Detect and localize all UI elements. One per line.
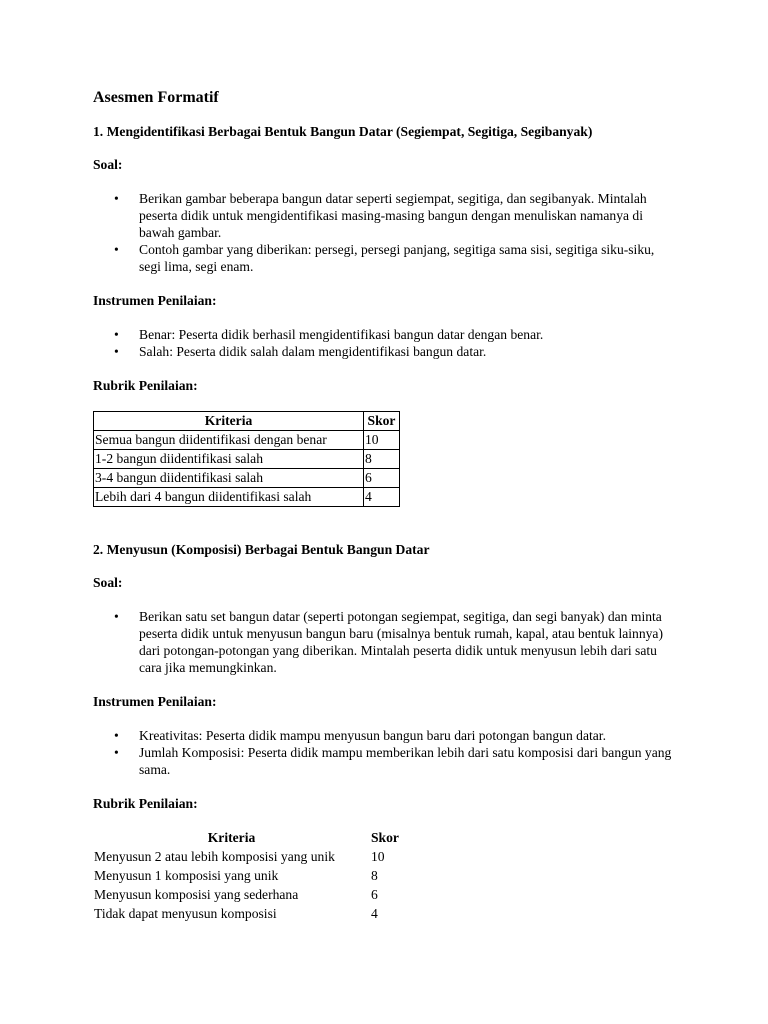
table-row <box>94 488 400 507</box>
list-item: • Benar: Peserta didik berhasil mengidentifikasi bangun datar dengan benar. <box>93 326 673 343</box>
skor-cell: 4 <box>371 906 378 921</box>
table-row <box>94 469 400 488</box>
kriteria-cell: Menyusun komposisi yang sederhana <box>94 887 299 902</box>
section-1-instrumen-label: Instrumen Penilaian: <box>93 293 217 308</box>
table-row <box>94 450 400 469</box>
list-item: • Kreativitas: Peserta didik mampu menyusun bangun baru dari potongan bangun datar. <box>93 727 673 744</box>
table-row <box>93 905 412 924</box>
table-header-row <box>94 412 400 431</box>
section-1-rubric-table <box>93 411 400 507</box>
skor-cell: 10 <box>364 431 400 450</box>
list-item: • Berikan gambar beberapa bangun datar seperti segiempat, segitiga, dan segibanyak. Mintalah peserta didik untuk mengidentifikasi masing-masing bangun dengan menuliskan namanya di bawah gambar. <box>93 190 673 241</box>
table-row <box>93 886 412 905</box>
skor-cell: 4 <box>364 488 400 507</box>
list-item: • Berikan satu set bangun datar (seperti potongan segiempat, segitiga, dan segi banyak) dan minta peserta didik untuk menyusun bangun baru (misalnya bentuk rumah, kapal, atau bentuk lainnya) dari potongan-potongan yang diberikan. Mintalah peserta didik untuk menyusun lebih dari satu cara jika memungkinkan. <box>93 608 673 676</box>
section-2-instrumen-list <box>93 727 673 778</box>
column-header-skor: Skor <box>364 412 400 431</box>
section-2-heading: 2. Menyusun (Komposisi) Berbagai Bentuk Bangun Datar <box>93 542 430 557</box>
column-header-skor: Skor <box>371 830 399 845</box>
kriteria-cell: Menyusun 1 komposisi yang unik <box>94 868 279 883</box>
table-row <box>93 867 412 886</box>
table-row <box>94 431 400 450</box>
section-1-soal-label: Soal: <box>93 157 123 172</box>
skor-cell: 8 <box>371 868 378 883</box>
list-item: • Contoh gambar yang diberikan: persegi, persegi panjang, segitiga sama sisi, segitiga siku-siku, segi lima, segi enam. <box>93 241 673 275</box>
section-2-instrumen-label: Instrumen Penilaian: <box>93 694 217 709</box>
kriteria-cell: Lebih dari 4 bangun diidentifikasi salah <box>94 488 364 507</box>
skor-cell: 6 <box>364 469 400 488</box>
section-2-soal-list <box>93 608 673 676</box>
table-header-row <box>93 829 412 848</box>
column-header-kriteria: Kriteria <box>94 412 364 431</box>
skor-cell: 6 <box>371 887 378 902</box>
section-2-rubric-table <box>93 829 412 924</box>
document-page <box>93 88 673 924</box>
kriteria-cell: Semua bangun diidentifikasi dengan benar <box>94 431 364 450</box>
kriteria-cell: Tidak dapat menyusun komposisi <box>94 906 277 921</box>
section-2-rubrik-label: Rubrik Penilaian: <box>93 796 198 811</box>
section-2-soal-label: Soal: <box>93 575 123 590</box>
section-1-heading: 1. Mengidentifikasi Berbagai Bentuk Bangun Datar (Segiempat, Segitiga, Segibanyak) <box>93 124 593 139</box>
kriteria-cell: Menyusun 2 atau lebih komposisi yang unik <box>94 849 335 864</box>
skor-cell: 8 <box>364 450 400 469</box>
document-title: Asesmen Formatif <box>93 89 219 106</box>
section-1-rubrik-label: Rubrik Penilaian: <box>93 378 198 393</box>
skor-cell: 10 <box>371 849 385 864</box>
section-1-soal-list <box>93 190 673 275</box>
list-item: • Jumlah Komposisi: Peserta didik mampu memberikan lebih dari satu komposisi dari bangun yang sama. <box>93 744 673 778</box>
kriteria-cell: 3-4 bangun diidentifikasi salah <box>94 469 364 488</box>
column-header-kriteria: Kriteria <box>207 830 256 845</box>
section-1-instrumen-list <box>93 326 673 360</box>
list-item: • Salah: Peserta didik salah dalam mengidentifikasi bangun datar. <box>93 343 673 360</box>
kriteria-cell: 1-2 bangun diidentifikasi salah <box>94 450 364 469</box>
table-row <box>93 848 412 867</box>
